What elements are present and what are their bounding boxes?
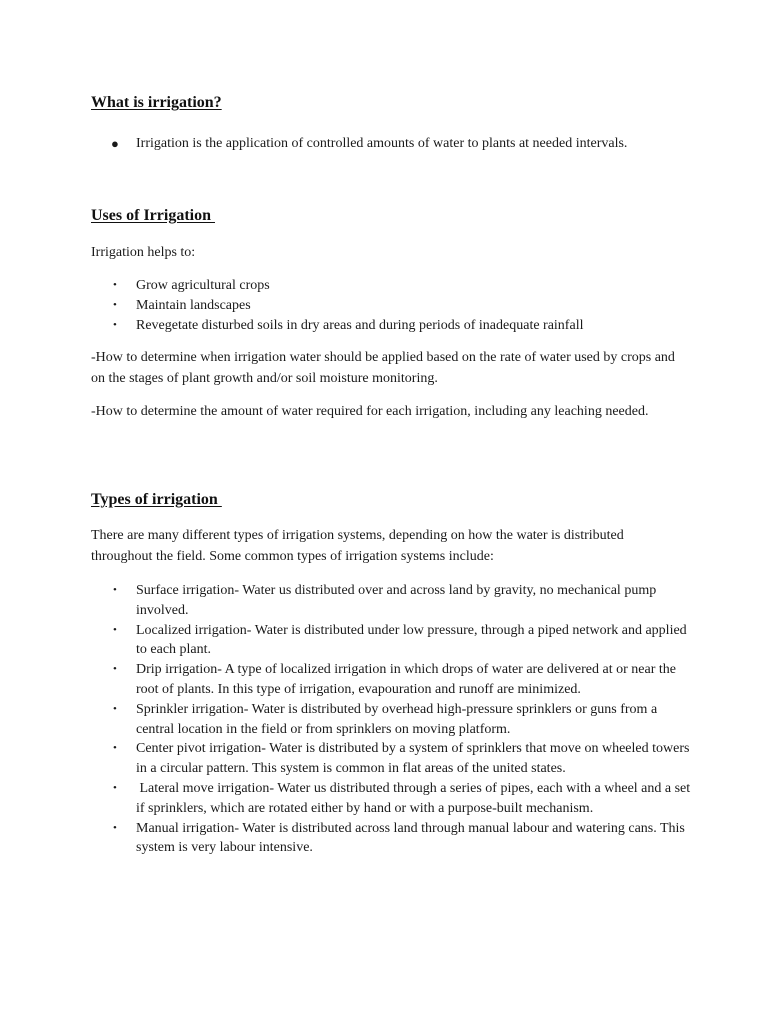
uses-intro: Irrigation helps to: <box>91 245 196 260</box>
list-item-text: Manual irrigation- Water is distributed across land through manual labour and watering cans. This system is very labour intensive. <box>136 820 685 856</box>
list-item <box>91 779 694 819</box>
when-to-irrigate-paragraph: -How to determine when irrigation water should be applied based on the rate of water used by crops and on the stages of plant growth and/or soil moisture monitoring. <box>91 350 675 386</box>
bullet-icon: • <box>113 663 117 676</box>
list-item <box>91 621 691 661</box>
bullet-icon: • <box>113 298 117 311</box>
list-item-text: Surface irrigation- Water us distributed over and across land by gravity, no mechanical pump involved. <box>136 583 657 618</box>
bullet-icon: • <box>113 742 117 755</box>
list-item <box>91 316 691 336</box>
bullet-icon: • <box>113 279 117 291</box>
list-item <box>91 819 691 859</box>
list-item-text: Drip irrigation- A type of localized irrigation in which drops of water are delivered at or near the root of plants. In this type of irrigation, evapouration and runoff are minimized. <box>136 662 676 697</box>
list-item-text: Localized irrigation- Water is distributed under low pressure, through a piped network and applied to each plant. <box>136 622 687 658</box>
list-item-text: Center pivot irrigation- Water is distributed by a system of sprinklers that move on wheeled towers in a circular pattern. This system is common in flat areas of the united states. <box>136 741 690 777</box>
list-item <box>91 660 691 700</box>
list-item-text: Lateral move irrigation- Water us distributed through a series of pipes, each with a wheel and a set if sprinklers, which are rotated either by hand or with a purpose-built mechanism. <box>136 780 694 816</box>
list-item-text: Grow agricultural crops <box>136 278 270 293</box>
list-item <box>91 581 691 621</box>
list-item <box>91 739 691 779</box>
bullet-icon: • <box>113 623 117 636</box>
types-intro: There are many different types of irrigation systems, depending on how the water is distributed throughout the field. Some common types of irrigation systems include: <box>91 528 624 564</box>
bullet-icon: • <box>113 584 117 596</box>
heading-what-is-irrigation: What is irrigation? <box>91 94 222 111</box>
bullet-icon: • <box>113 781 117 794</box>
list-item <box>91 276 691 296</box>
list-item-text: Revegetate disturbed soils in dry areas and during periods of inadequate rainfall <box>136 317 584 333</box>
list-item-text: Maintain landscapes <box>136 297 251 313</box>
bullet-icon: ● <box>111 136 119 151</box>
bullet-icon: • <box>113 821 117 834</box>
water-amount-paragraph: -How to determine the amount of water required for each irrigation, including any leaching needed. <box>91 404 649 419</box>
definition-list <box>91 134 691 154</box>
uses-list <box>91 276 691 335</box>
list-item <box>91 296 691 316</box>
list-item <box>91 134 691 154</box>
list-item-text: Irrigation is the application of controlled amounts of water to plants at needed intervals. <box>136 136 628 151</box>
heading-uses-of-irrigation: Uses of Irrigation <box>91 207 215 224</box>
types-list <box>91 581 694 858</box>
heading-types-of-irrigation: Types of irrigation <box>91 491 222 508</box>
bullet-icon: • <box>113 702 117 715</box>
list-item-text: Sprinkler irrigation- Water is distributed by overhead high-pressure sprinklers or guns from a central location in the field or from sprinklers on moving platform. <box>136 701 658 737</box>
list-item <box>91 700 691 740</box>
bullet-icon: • <box>113 318 117 331</box>
